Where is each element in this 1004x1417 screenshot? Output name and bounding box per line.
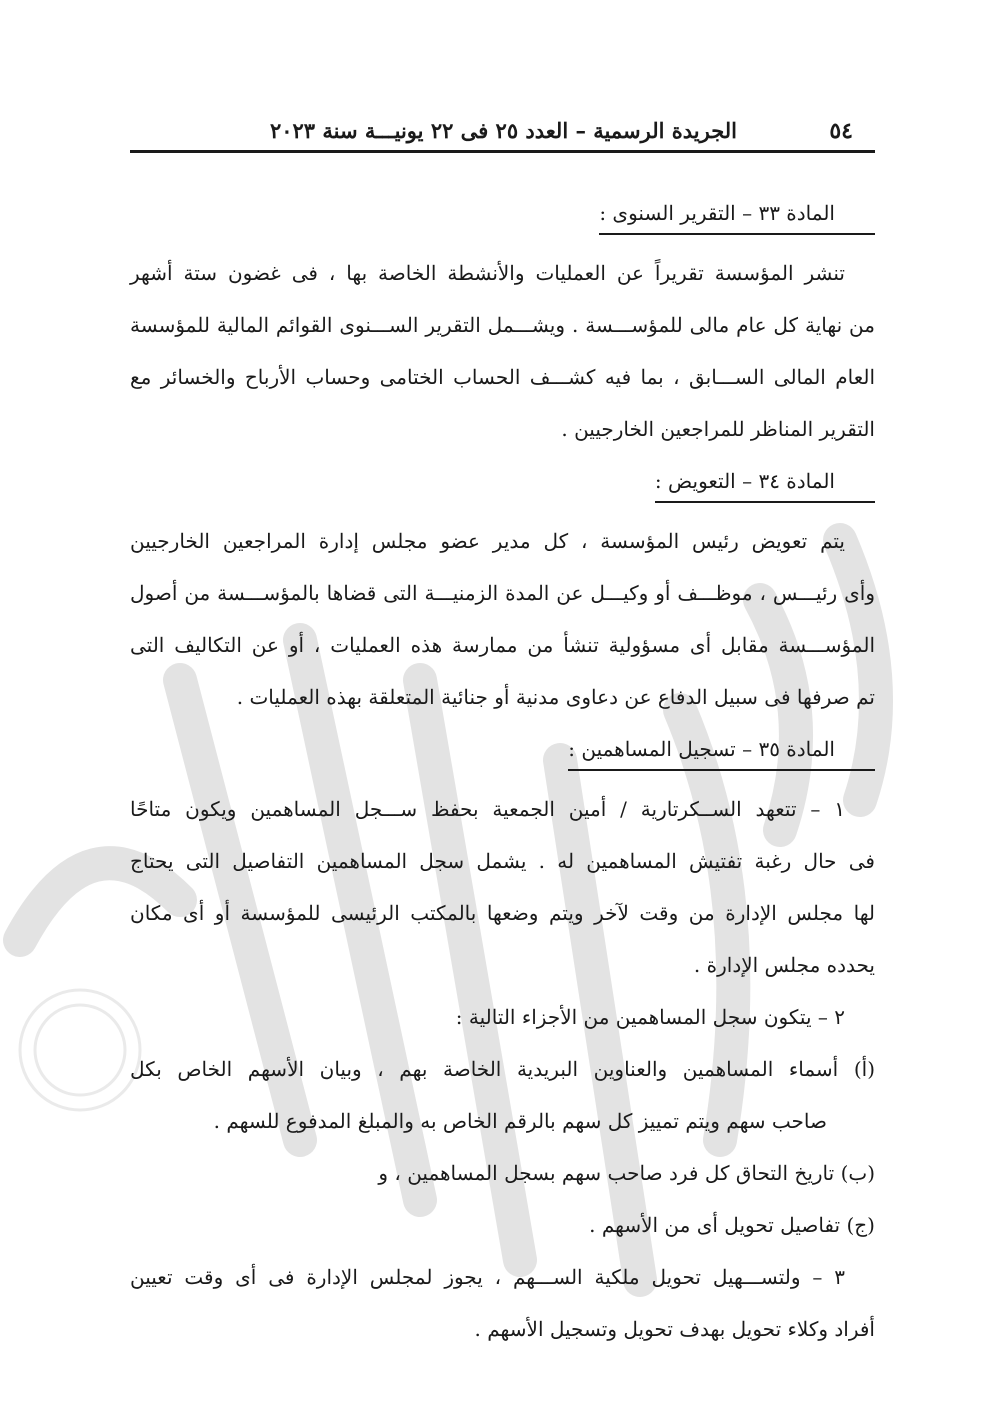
list-item-a: (أ) أسماء المساهمين والعناوين البريدية الخاصة بهم ، وبيان الأسهم الخاص بكل	[130, 1057, 875, 1081]
article-35	[130, 723, 875, 1355]
article-35-para1-line: فى حال رغبة تفتيش المساهمين له . يشمل سجل المساهمين التفاصيل التى يحتاج	[130, 849, 875, 873]
document-body	[130, 187, 875, 1355]
article-33-line: العام المالى الســـابق ، بما فيه كشـــف الحساب الختامى وحساب الأرباح والخسائر مع	[130, 365, 875, 389]
list-item-b: (ب) تاريخ التحاق كل فرد صاحب سهم بسجل المساهمين ، و	[378, 1161, 875, 1185]
article-35-para1-line: ١ – تتعهد الســكرتارية / أمين الجمعية بحفظ ســـجل المساهمين ويكون متاحًا	[130, 797, 845, 821]
article-35-para3-line: ٣ – ولتســـهيل تحويل ملكية الســـهم ، يجوز لمجلس الإدارة فى أى وقت تعيين	[130, 1265, 845, 1289]
article-33-line: تنشر المؤسسة تقريراً عن العمليات والأنشطة الخاصة بها ، فى غضون ستة أشهر	[130, 261, 845, 285]
article-34-line: وأى رئيـــس ، موظـــف أو وكيـــل عن المدة الزمنيـــة التى قضاها بالمؤســـسة من أصول	[130, 581, 875, 605]
article-33-heading: المادة ٣٣ – التقرير السنوى :	[599, 193, 875, 235]
page-number: ٥٤	[829, 118, 853, 144]
article-35-para1-line: يحدده مجلس الإدارة .	[693, 953, 875, 977]
article-35-para3-line: أفراد وكلاء تحويل بهدف تحويل وتسجيل الأسهم .	[474, 1317, 875, 1341]
article-33	[130, 187, 875, 455]
article-34	[130, 455, 875, 723]
list-item-a-continuation: صاحب سهم ويتم تمييز كل سهم بالرقم الخاص به والمبلغ المدفوع للسهم .	[213, 1109, 827, 1133]
article-34-line: المؤســـسة مقابل أى مسؤولية تنشأ من ممارسة هذه العمليات ، أو عن التكاليف التى	[130, 633, 875, 657]
article-35-heading: المادة ٣٥ – تسجيل المساهمين :	[568, 729, 875, 771]
article-34-line: يتم تعويض رئيس المؤسسة ، كل مدير عضو مجلس إدارة المراجعين الخارجيين	[130, 529, 845, 553]
article-33-line: التقرير المناظر للمراجعين الخارجيين .	[561, 417, 875, 441]
article-34-heading: المادة ٣٤ – التعويض :	[655, 461, 875, 503]
list-item-c: (ج) تفاصيل تحويل أى من الأسهم .	[589, 1213, 875, 1237]
article-33-line: من نهاية كل عام مالى للمؤســـسة . ويشـــمل التقرير الســـنوى القوائم المالية للمؤسسة	[130, 313, 875, 337]
document-page	[130, 110, 875, 1355]
article-34-line: تم صرفها فى سبيل الدفاع عن دعاوى مدنية أو جنائية المتعلقة بهذه العمليات .	[236, 685, 875, 709]
page-header	[130, 110, 875, 153]
article-35-para1-line: لها مجلس الإدارة من وقت لآخر ويتم وضعها بالمكتب الرئيسى للمؤسسة أو أى مكان	[130, 901, 876, 925]
article-35-para2-intro: ٢ – يتكون سجل المساهمين من الأجزاء التالية :	[455, 1005, 845, 1029]
running-title: الجريدة الرسمية – العدد ٢٥ فى ٢٢ يونيـــة سنة ٢٠٢٣	[269, 118, 737, 143]
